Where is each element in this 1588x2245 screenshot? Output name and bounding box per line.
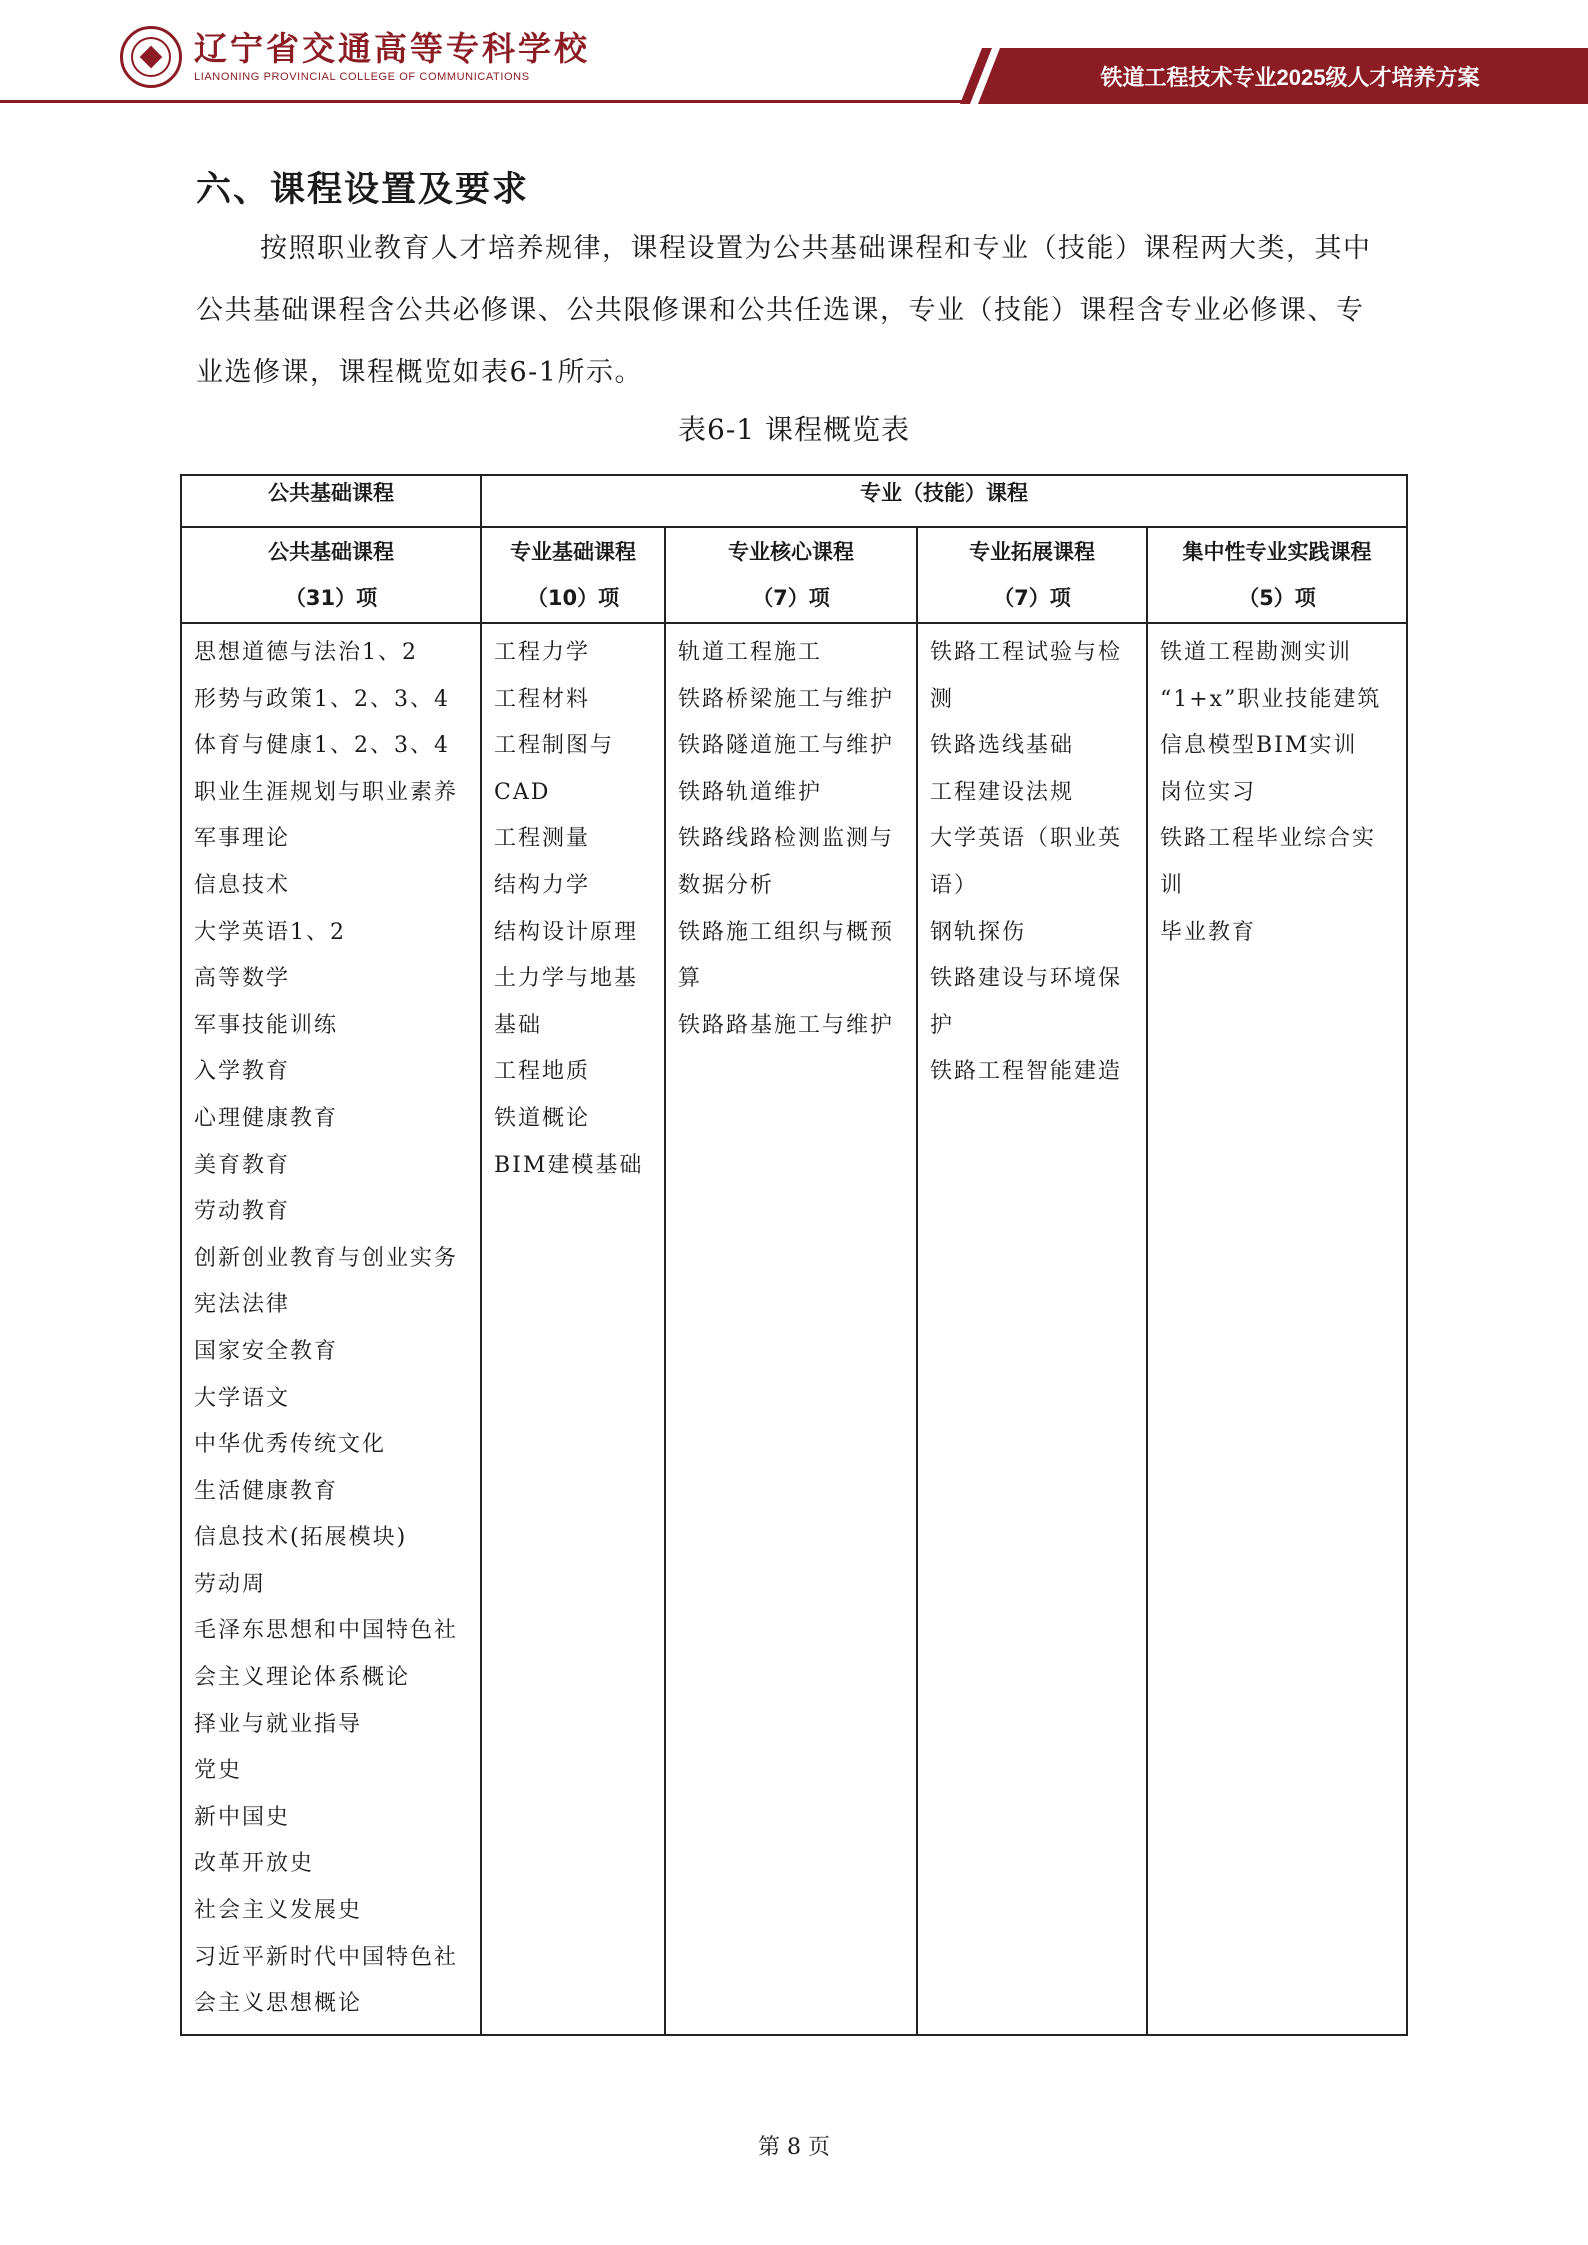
course-item: 党史 (194, 1758, 243, 1784)
course-item: 宪法法律 (194, 1292, 291, 1318)
course-item: 毛泽东思想和中国特色社会主义理论体系概论 (194, 1618, 459, 1691)
table-group-header-row (181, 475, 1407, 527)
course-list-practice (1147, 623, 1407, 2035)
school-name-cn: 辽宁省交通高等专科学校 (194, 29, 590, 68)
page-number: 第 8 页 (758, 2135, 830, 2160)
course-item: 钢轨探伤 (930, 919, 1027, 945)
table-caption: 表6-1 课程概览表 (678, 413, 910, 446)
course-item: 工程制图与CAD (494, 733, 615, 805)
course-item: 铁路轨道维护 (678, 779, 823, 805)
column-header: 专业基础课程 （10）项 (481, 527, 665, 623)
course-item: 习近平新时代中国特色社会主义思想概论 (194, 1944, 459, 2017)
course-item: 工程力学 (494, 640, 591, 665)
course-item: “1+x”职业技能建筑信息模型BIM实训 (1160, 686, 1382, 759)
column-header: 专业核心课程 （7）项 (665, 527, 917, 623)
course-item: 体育与健康1、2、3、4 (194, 733, 450, 759)
document-title: 铁道工程技术专业2025级人才培养方案 (1100, 65, 1480, 90)
section-heading: 六、课程设置及要求 (196, 170, 530, 210)
course-item: 形势与政策1、2、3、4 (194, 686, 450, 712)
course-item: 思想道德与法治1、2 (194, 640, 418, 665)
course-overview-table (180, 474, 1408, 2036)
table-body-row (181, 623, 1407, 2035)
course-item: 择业与就业指导 (194, 1711, 363, 1737)
column-header: 公共基础课程 （31）项 (181, 527, 481, 623)
group-header-professional: 专业（技能）课程 (481, 475, 1407, 527)
course-item: 工程材料 (494, 686, 591, 712)
course-item: 岗位实习 (1160, 779, 1257, 805)
course-item: 结构设计原理 (494, 919, 639, 945)
course-item: 生活健康教育 (194, 1478, 339, 1504)
course-item: 铁路线路检测监测与数据分析 (678, 826, 895, 898)
column-header: 专业拓展课程 （7）项 (917, 527, 1147, 623)
course-item: 铁路桥梁施工与维护 (678, 686, 895, 712)
intro-paragraph: 按照职业教育人才培养规律，课程设置为公共基础课程和专业（技能）课程两大类，其中公共基础课程含公共必修课、公共限修课和公共任选课，专业（技能）课程含专业必修课、专业选修课，课程概览如表6-1所示。 (196, 233, 1372, 388)
course-item: 职业生涯规划与职业素养 (194, 779, 459, 805)
page-header (0, 0, 1588, 110)
course-item: 铁路工程试验与检测 (930, 640, 1123, 712)
column-header: 集中性专业实践课程 （5）项 (1147, 527, 1407, 623)
course-item: 铁路隧道施工与维护 (678, 733, 895, 759)
course-list-core (665, 623, 917, 2035)
course-item: 改革开放史 (194, 1851, 315, 1877)
school-name-en: LIANONING PROVINCIAL COLLEGE OF COMMUNICATIONS (194, 71, 530, 83)
course-list-basic (481, 623, 665, 2035)
course-item: 铁道工程勘测实训 (1160, 640, 1353, 665)
course-item: 大学语文 (194, 1385, 291, 1411)
school-seal-icon (120, 26, 182, 88)
course-item: 工程测量 (494, 826, 591, 852)
course-item: 新中国史 (194, 1804, 291, 1830)
course-item: 中华优秀传统文化 (194, 1432, 387, 1458)
course-item: 创新创业教育与创业实务 (194, 1245, 459, 1271)
course-item: 国家安全教育 (194, 1338, 339, 1364)
course-item: 铁路选线基础 (930, 733, 1075, 759)
course-item: 高等数学 (194, 966, 291, 992)
course-item: 美育教育 (194, 1152, 291, 1178)
header-divider (0, 100, 980, 103)
course-item: 铁路施工组织与概预算 (678, 919, 895, 992)
course-item: 社会主义发展史 (194, 1898, 363, 1924)
course-item: 铁道概论 (494, 1105, 591, 1131)
course-item: 劳动周 (194, 1571, 267, 1597)
course-item: 结构力学 (494, 872, 591, 898)
course-item: 轨道工程施工 (678, 640, 823, 665)
group-header-public: 公共基础课程 (181, 475, 481, 527)
course-item: 土力学与地基基础 (494, 966, 639, 1038)
course-item: 铁路路基施工与维护 (678, 1012, 895, 1038)
course-item: 大学英语1、2 (194, 919, 346, 945)
course-item: 工程建设法规 (930, 779, 1075, 805)
table-column-header-row (181, 527, 1407, 623)
course-item: 铁路工程毕业综合实训 (1160, 826, 1377, 898)
course-item: 铁路建设与环境保护 (930, 966, 1123, 1038)
course-item: 信息技术(拓展模块) (194, 1525, 408, 1551)
course-item: 军事理论 (194, 826, 291, 852)
course-item: 工程地质 (494, 1059, 591, 1085)
course-item: 军事技能训练 (194, 1012, 339, 1038)
course-list-extension (917, 623, 1147, 2035)
course-item: 大学英语（职业英语） (930, 826, 1123, 898)
course-item: 信息技术 (194, 872, 291, 898)
course-item: BIM建模基础 (494, 1152, 644, 1178)
course-item: 入学教育 (194, 1059, 291, 1085)
course-item: 毕业教育 (1160, 919, 1257, 945)
course-item: 铁路工程智能建造 (930, 1059, 1123, 1085)
course-item: 心理健康教育 (194, 1105, 339, 1131)
course-list-public (181, 623, 481, 2035)
school-logo (120, 26, 590, 88)
course-item: 劳动教育 (194, 1199, 291, 1225)
